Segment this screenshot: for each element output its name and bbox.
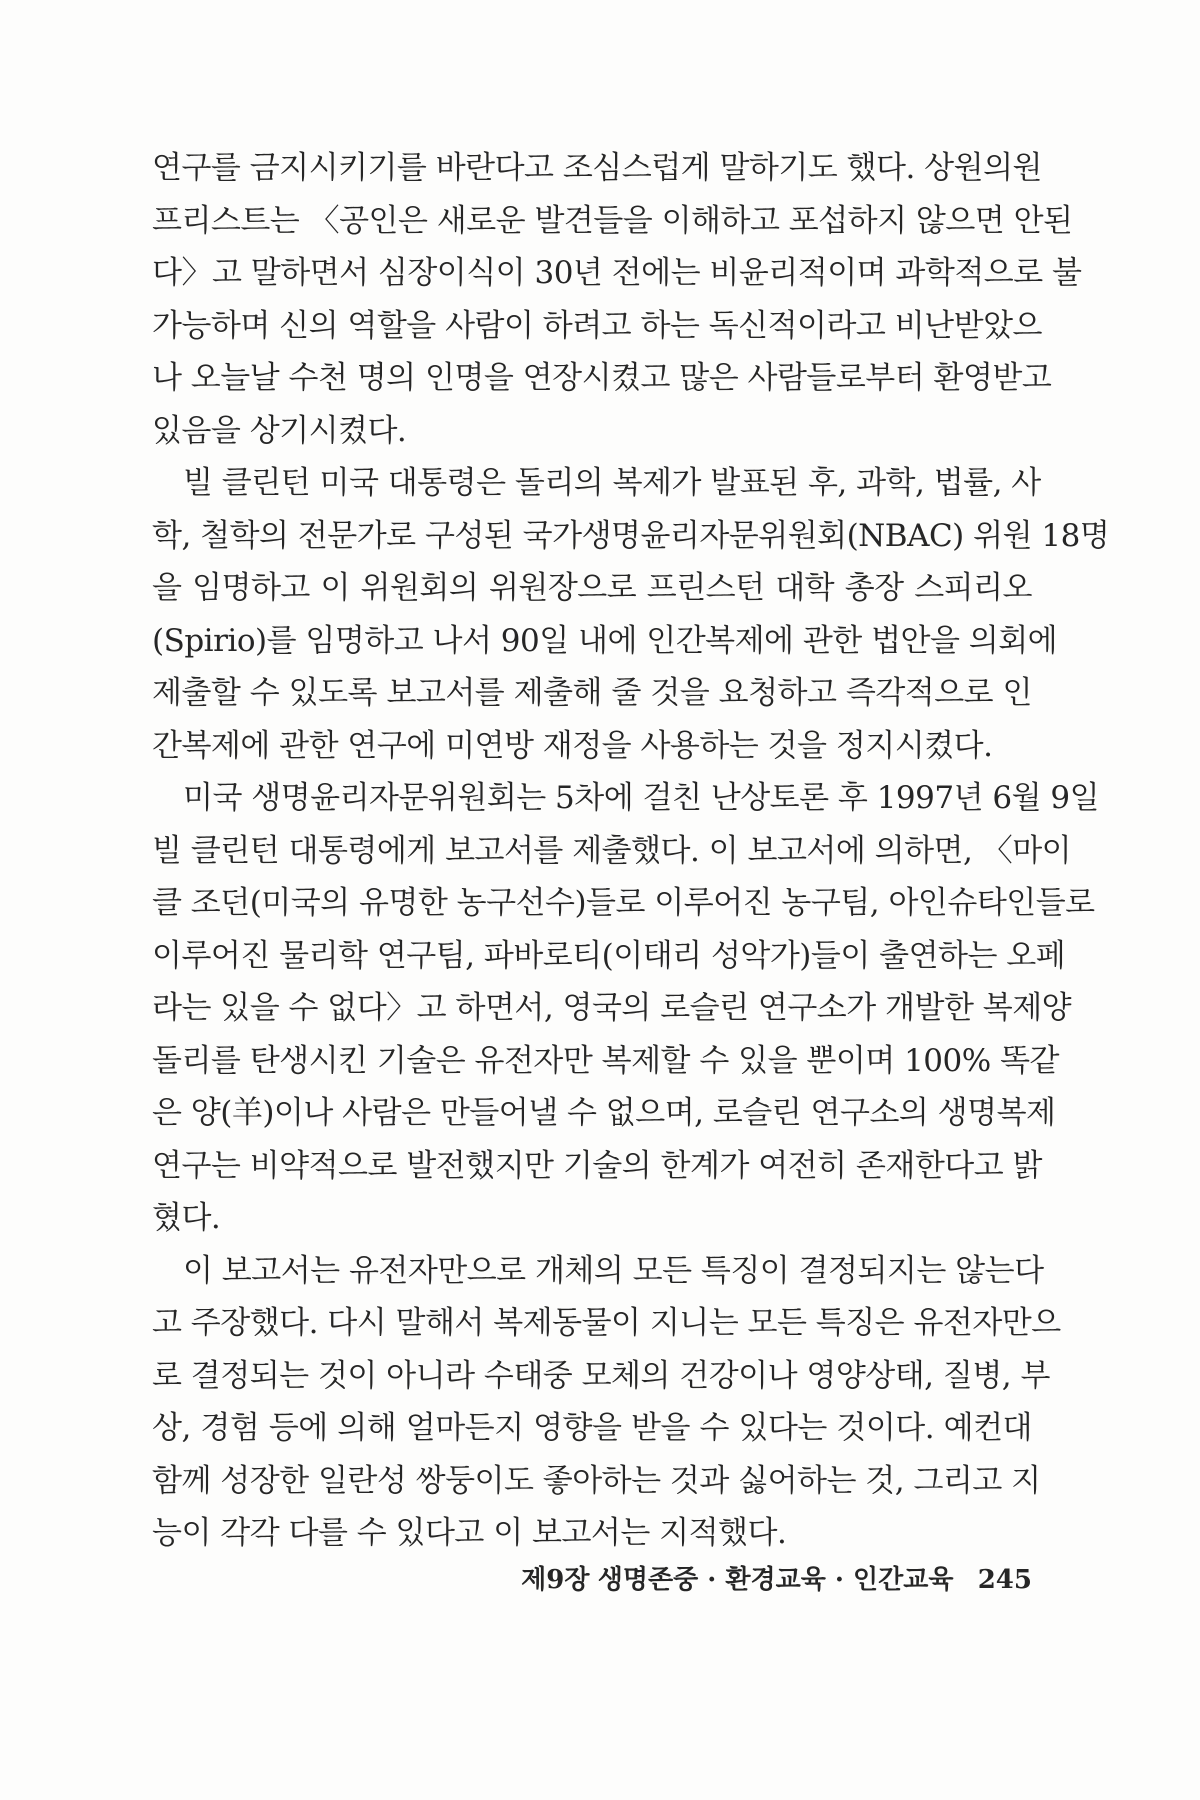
- text-line: 로 결정되는 것이 아니라 수태중 모체의 건강이나 영양상태, 질병, 부: [152, 1357, 1050, 1394]
- text-line: 미국 생명윤리자문위원회는 5차에 걸친 난상토론 후 1997년 6월 9일: [183, 780, 1100, 816]
- text-line: 라는 있을 수 없다〉고 하면서, 영국의 로슬린 연구소가 개발한 복제양: [152, 990, 1072, 1026]
- text-line: 간복제에 관한 연구에 미연방 재정을 사용하는 것을 정지시켰다.: [152, 727, 993, 764]
- paragraph-4: [152, 1245, 1061, 1560]
- text-line: 빌 클린턴 미국 대통령은 돌리의 복제가 발표된 후, 과학, 법률, 사: [183, 465, 1041, 501]
- text-line: 능이 각각 다를 수 있다고 이 보고서는 지적했다.: [152, 1515, 787, 1551]
- text-line: 상, 경험 등에 의해 얼마든지 영향을 받을 수 있다는 것이다. 예컨대: [152, 1410, 1032, 1446]
- text-line: 가능하며 신의 역할을 사람이 하려고 하는 독신적이라고 비난받았으: [152, 307, 1042, 344]
- running-footer: [152, 1559, 1032, 1596]
- page-number: 245: [977, 1565, 1032, 1595]
- text-line: 나 오늘날 수천 명의 인명을 연장시켰고 많은 사람들로부터 환영받고: [152, 360, 1052, 396]
- paragraph-1: [152, 142, 1082, 457]
- text-line: 프리스트는 〈공인은 새로운 발견들을 이해하고 포섭하지 않으면 안된: [152, 202, 1073, 239]
- text-line: 이루어진 물리학 연구팀, 파바로티(이태리 성악가)들이 출연하는 오페: [152, 937, 1066, 974]
- text-line: 함께 성장한 일란성 쌍둥이도 좋아하는 것과 싫어하는 것, 그리고 지: [152, 1462, 1041, 1499]
- paragraph-3: [152, 772, 1100, 1245]
- text-line: 연구는 비약적으로 발전했지만 기술의 한계가 여전히 존재한다고 밝: [152, 1147, 1042, 1184]
- text-line: 고 주장했다. 다시 말해서 복제동물이 지니는 모든 특징은 유전자만으: [152, 1305, 1061, 1341]
- paragraph-2: [152, 457, 1110, 772]
- footer-chapter: 제9장: [521, 1565, 590, 1595]
- footer-title: 생명존중 · 환경교육 · 인간교육: [597, 1565, 954, 1595]
- text-line: (Spirio)를 임명하고 나서 90일 내에 인간복제에 관한 법안을 의회에: [152, 622, 1058, 659]
- text-line: 다〉고 말하면서 심장이식이 30년 전에는 비윤리적이며 과학적으로 불: [152, 255, 1082, 291]
- text-line: 제출할 수 있도록 보고서를 제출해 줄 것을 요청하고 즉각적으로 인: [152, 675, 1032, 711]
- text-line: 을 임명하고 이 위원회의 위원장으로 프린스턴 대학 총장 스피리오: [152, 570, 1032, 606]
- text-line: 이 보고서는 유전자만으로 개체의 모든 특징이 결정되지는 않는다: [183, 1252, 1044, 1289]
- text-line: 돌리를 탄생시킨 기술은 유전자만 복제할 수 있을 뿐이며 100% 똑같: [152, 1042, 1059, 1079]
- text-line: 은 양(羊)이나 사람은 만들어낼 수 없으며, 로슬린 연구소의 생명복제: [152, 1095, 1056, 1131]
- text-line: 클 조던(미국의 유명한 농구선수)들로 이루어진 농구팀, 아인슈타인들로: [152, 885, 1095, 921]
- text-line: 빌 클린턴 대통령에게 보고서를 제출했다. 이 보고서에 의하면, 〈마이: [152, 832, 1072, 869]
- text-line: 연구를 금지시키기를 바란다고 조심스럽게 말하기도 했다. 상원의원: [152, 150, 1042, 186]
- page-body: [152, 142, 1110, 1560]
- text-line: 학, 철학의 전문가로 구성된 국가생명윤리자문위원회(NBAC) 위원 18명: [152, 517, 1110, 554]
- text-line: 혔다.: [152, 1200, 221, 1236]
- text-line: 있음을 상기시켰다.: [152, 412, 407, 449]
